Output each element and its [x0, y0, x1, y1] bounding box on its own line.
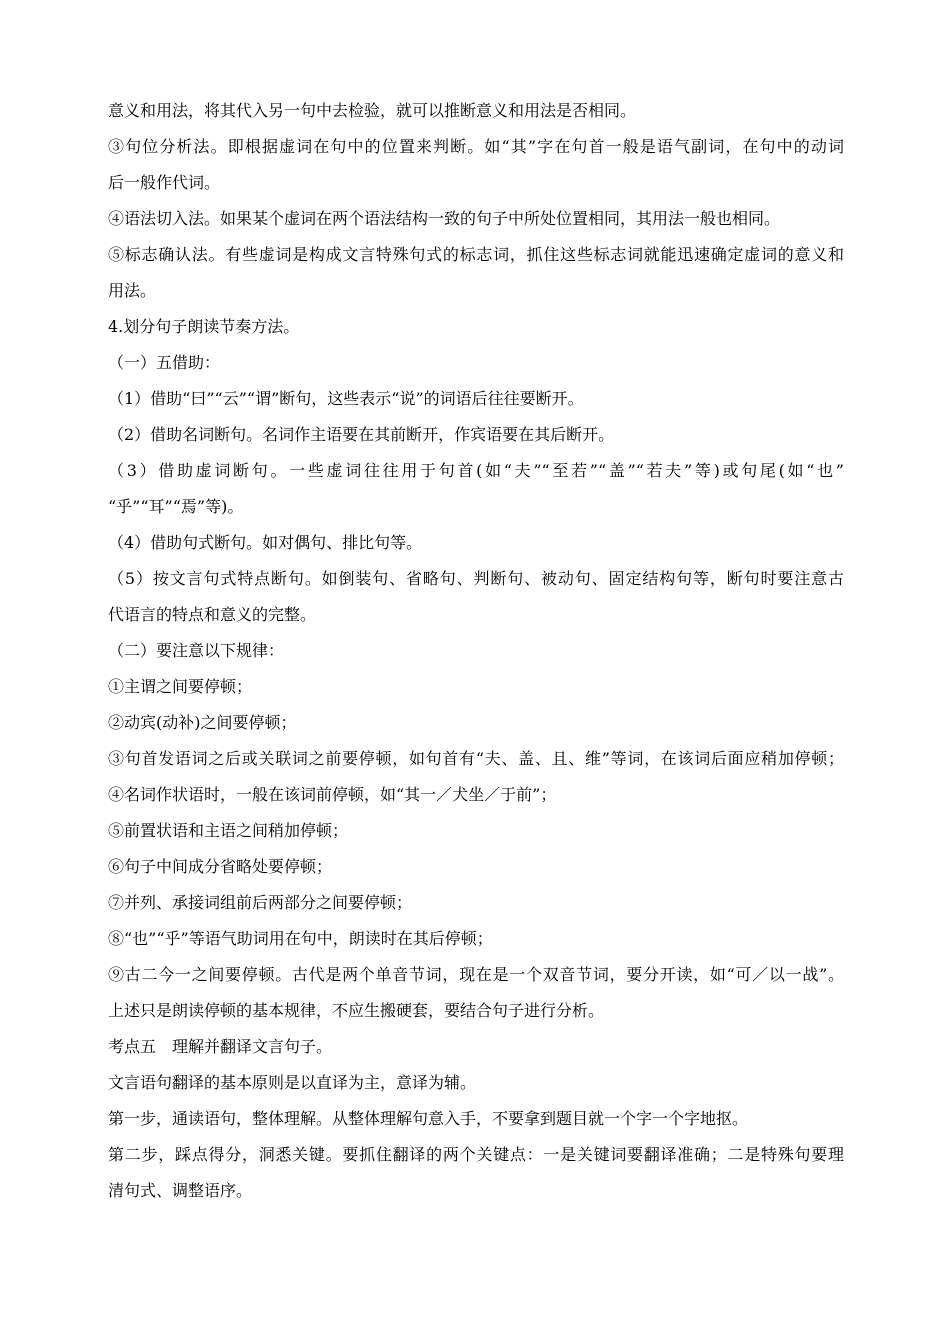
- text-line: ⑤标志确认法。有些虚词是构成文言特殊句式的标志词，抓住这些标志词就能迅速确定虚词的意义和: [108, 245, 844, 264]
- text-line: 文言语句翻译的基本原则是以直译为主，意译为辅。: [108, 1073, 477, 1092]
- text-line: 清句式、调整语序。: [108, 1181, 253, 1200]
- text-line: ⑤前置状语和主语之间稍加停顿；: [108, 821, 349, 840]
- text-line: 4.划分句子朗读节奏方法。: [108, 317, 300, 336]
- text-line: ③句首发语词之后或关联词之前要停顿，如句首有“夫、盖、且、维”等词，在该词后面应稍加停顿；: [108, 749, 844, 768]
- text-line: ⑨古二今一之间要停顿。古代是两个单音节词，现在是一个双音节词，要分开读，如“可／以一战”。: [108, 965, 844, 984]
- text-line: 用法。: [108, 281, 157, 300]
- text-line: （2）借助名词断句。名词作主语要在其前断开，作宾语要在其后断开。: [108, 425, 615, 444]
- text-line: ⑧“也”“乎”等语气助词用在句中，朗读时在其后停顿；: [108, 929, 493, 948]
- text-line: ②动宾(动补)之间要停顿；: [108, 713, 297, 732]
- text-line: （4）借助句式断句。如对偶句、排比句等。: [108, 533, 423, 552]
- text-line: ⑦并列、承接词组前后两部分之间要停顿；: [108, 893, 413, 912]
- text-line: （1）借助“曰”“云”“谓”断句，这些表示“说”的词语后往往要断开。: [108, 389, 584, 408]
- text-line: ①主谓之间要停顿；: [108, 677, 253, 696]
- text-line: ⑥句子中间成分省略处要停顿；: [108, 857, 333, 876]
- text-line: 后一般作代词。: [108, 173, 221, 192]
- text-line: ④语法切入法。如果某个虚词在两个语法结构一致的句子中所处位置相同，其用法一般也相同。: [108, 209, 781, 228]
- text-line: 考点五 理解并翻译文言句子。: [108, 1037, 333, 1056]
- text-line: （二）要注意以下规律：: [108, 641, 285, 660]
- document-page: [108, 93, 844, 1209]
- text-line: 意义和用法，将其代入另一句中去检验，就可以推断意义和用法是否相同。: [108, 101, 637, 120]
- text-line: 第二步，踩点得分，洞悉关键。要抓住翻译的两个关键点：一是关键词要翻译准确；二是特殊句要理: [108, 1145, 844, 1164]
- text-line: （一）五借助：: [108, 353, 221, 372]
- text-line: “乎”“耳”“焉”等)。: [108, 497, 244, 516]
- text-line: ③句位分析法。即根据虚词在句中的位置来判断。如“其”字在句首一般是语气副词，在句中的动词: [108, 137, 844, 156]
- text-line: 上述只是朗读停顿的基本规律，不应生搬硬套，要结合句子进行分析。: [108, 1001, 605, 1020]
- text-line: 代语言的特点和意义的完整。: [108, 605, 317, 624]
- text-line: （5）按文言句式特点断句。如倒装句、省略句、判断句、被动句、固定结构句等，断句时要注意古: [108, 569, 844, 588]
- text-line: ④名词作状语时，一般在该词前停顿，如“其一／犬坐／于前”；: [108, 785, 557, 804]
- text-line: 第一步，通读语句，整体理解。从整体理解句意入手，不要拿到题目就一个字一个字地抠。: [108, 1109, 749, 1128]
- text-line: （3）借助虚词断句。一些虚词往往用于句首(如“夫”“至若”“盖”“若夫”等)或句尾(如“也”: [108, 461, 844, 480]
